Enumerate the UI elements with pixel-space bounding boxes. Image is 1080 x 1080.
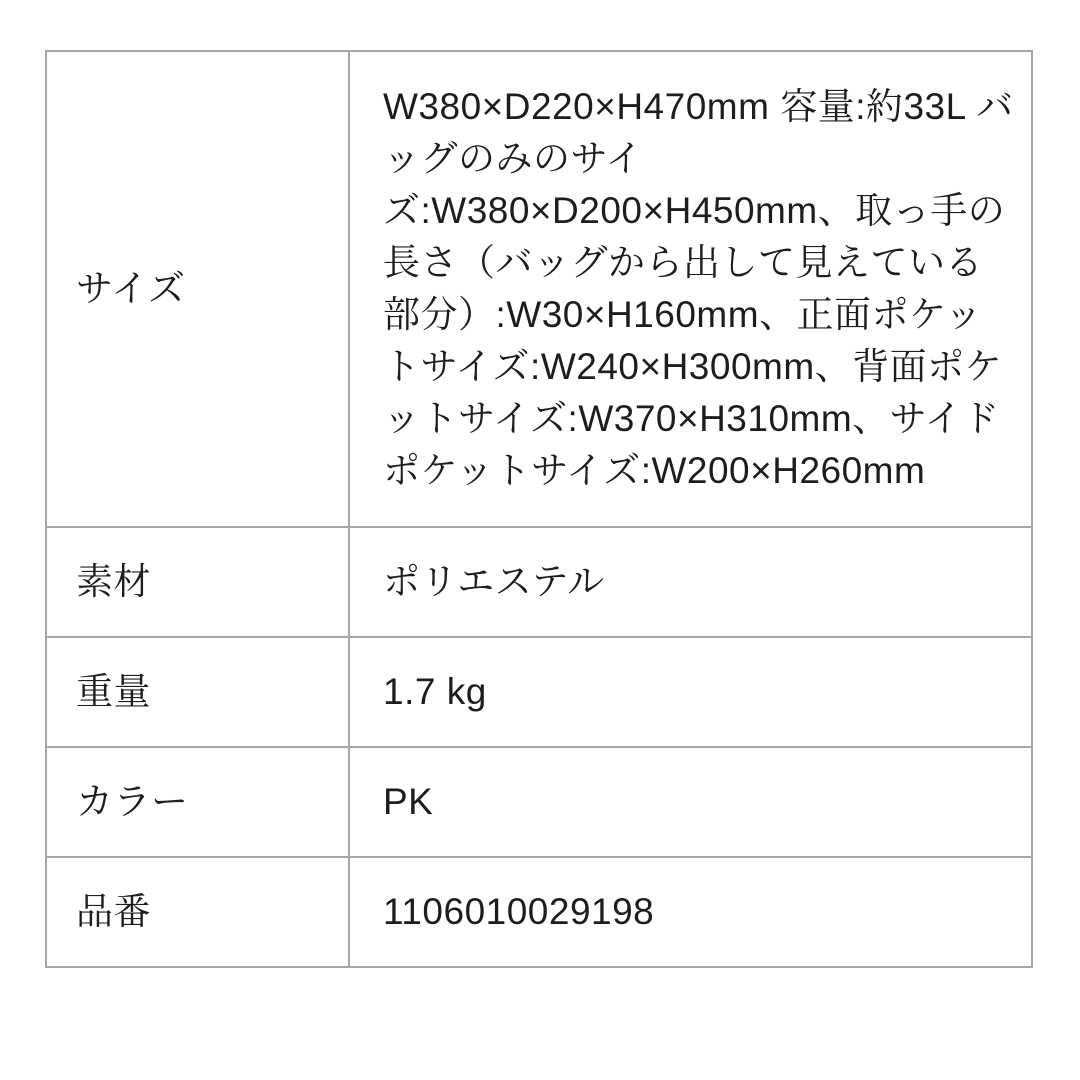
spec-value-item-number: 1106010029198: [349, 857, 1032, 967]
spec-label-item-number: 品番: [46, 857, 349, 967]
product-spec-table: [45, 50, 1033, 968]
spec-label-size: サイズ: [46, 51, 349, 527]
spec-label-material: 素材: [46, 527, 349, 637]
spec-value-weight: 1.7 kg: [349, 637, 1032, 747]
spec-row-item-number: [46, 857, 1032, 967]
spec-value-size: W380×D220×H470mm 容量:約33L バッグのみのサイズ:W380×D200×H450mm、取っ手の長さ（バッグから出して見えている部分）:W30×H160mm、正面ポケットサイズ:W240×H300mm、背面ポケットサイズ:W370×H310mm、サイドポケットサイズ:W200×H260mm: [349, 51, 1032, 527]
spec-row-size: [46, 51, 1032, 527]
spec-label-color: カラー: [46, 747, 349, 857]
spec-row-material: [46, 527, 1032, 637]
spec-value-color: PK: [349, 747, 1032, 857]
spec-value-material: ポリエステル: [349, 527, 1032, 637]
spec-row-color: [46, 747, 1032, 857]
spec-row-weight: [46, 637, 1032, 747]
spec-label-weight: 重量: [46, 637, 349, 747]
